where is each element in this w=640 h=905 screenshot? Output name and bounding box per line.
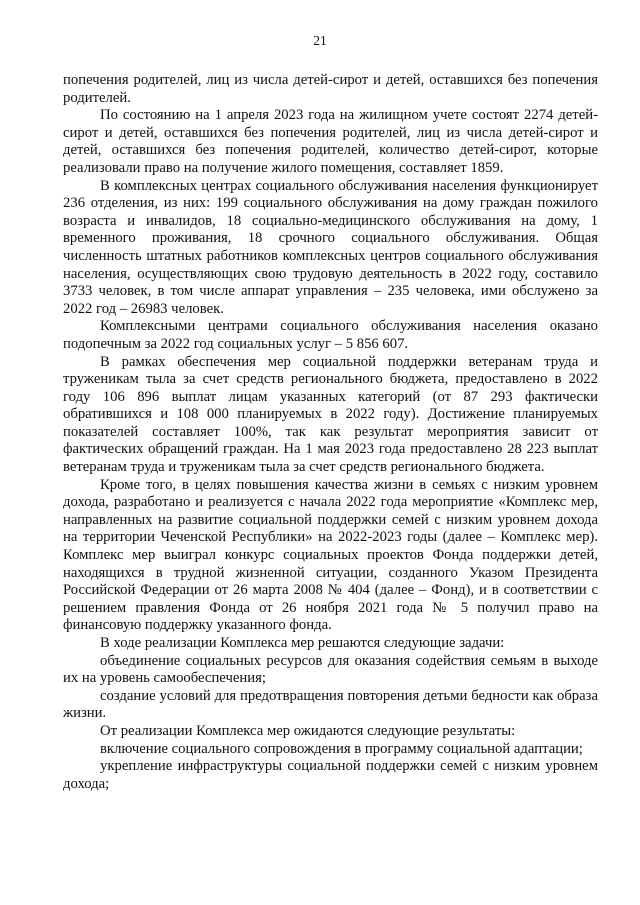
paragraph: По состоянию на 1 апреля 2023 года на жилищном учете состоят 2274 детей-сирот и детей, оставшихся без попечения родителей, лиц из числа детей-сирот и детей, оставшихся без попечения родителей, количество детей-сирот, которые реализовали право на получение жилого помещения, составляет 1859. — [63, 107, 598, 176]
paragraph: В ходе реализации Комплекса мер решаются следующие задачи: — [100, 635, 505, 651]
paragraph: От реализации Комплекса мер ожидаются следующие результаты: — [100, 722, 516, 739]
paragraph: создание условий для предотвращения повторения детьми бедности как образа жизни. — [63, 687, 598, 722]
paragraph: попечения родителей, лиц из числа детей-сирот и детей, оставшихся без попечения родителей. — [63, 72, 598, 106]
paragraph: включение социального сопровождения в программу социальной адаптации; — [100, 740, 583, 757]
paragraph: Кроме того, в целях повышения качества жизни в семьях с низким уровнем дохода, разработано и реализуется с начала 2022 года мероприятие «Комплекс мер, направленных на развитие социальной поддержки семей с низким уровнем дохода на территории Чеченской Республики» на 2022-2023 годы (далее – Комплекс мер). Комплекс мер выиграл конкурс социальных проектов Фонда поддержки детей, находящихся в трудной жизненной ситуации, созданного Указом Президента Российской Федерации от 26 марта 2008 № 404 (далее – Фонд), и в соответствии с решением правления Фонда от 26 ноября 2021 года № 5 получил право на финансовую поддержку указанного фонда. — [63, 476, 598, 634]
paragraph: В рамках обеспечения мер социальной поддержки ветеранам труда и труженикам тыла за счет средств регионального бюджета, предоставлено в 2022 году 106 896 выплат лицам указанных категорий (от 87 293 фактически обратившихся и 108 000 планируемых в 2022 году). Достижение планируемых показателей составляет 100%, так как результат мероприятия зависит от фактических обращений граждан. На 1 мая 2023 года предоставлено 28 223 выплат ветеранам труда и труженикам тыла за счет средств регионального бюджета. — [63, 353, 598, 476]
paragraph: укрепление инфраструктуры социальной поддержки семей с низким уровнем дохода; — [63, 758, 598, 792]
page-number: 21 — [313, 33, 327, 48]
paragraph: В комплексных центрах социального обслуживания населения функционирует 236 отделения, из них: 199 социального обслуживания на дому граждан пожилого возраста и инвалидов, 18 социально-медицинского обслуживания на дому, 1 временного проживания, 18 срочного социального обслуживания. Общая численность штатных работников комплексных центров социального обслуживания населения, осуществляющих свою трудовую деятельность в 2022 году, составило 3733 человек, в том числе аппарат управления – 235 человека, ими обслужено за 2022 год – 26983 человек. — [63, 177, 598, 317]
paragraph: Комплексными центрами социального обслуживания населения оказано подопечным за 2022 год социальных услуг – 5 856 607. — [63, 318, 598, 352]
body-text — [63, 72, 598, 793]
paragraph: объединение социальных ресурсов для оказания содействия семьям в выходе их на уровень самообеспечения; — [63, 652, 598, 687]
